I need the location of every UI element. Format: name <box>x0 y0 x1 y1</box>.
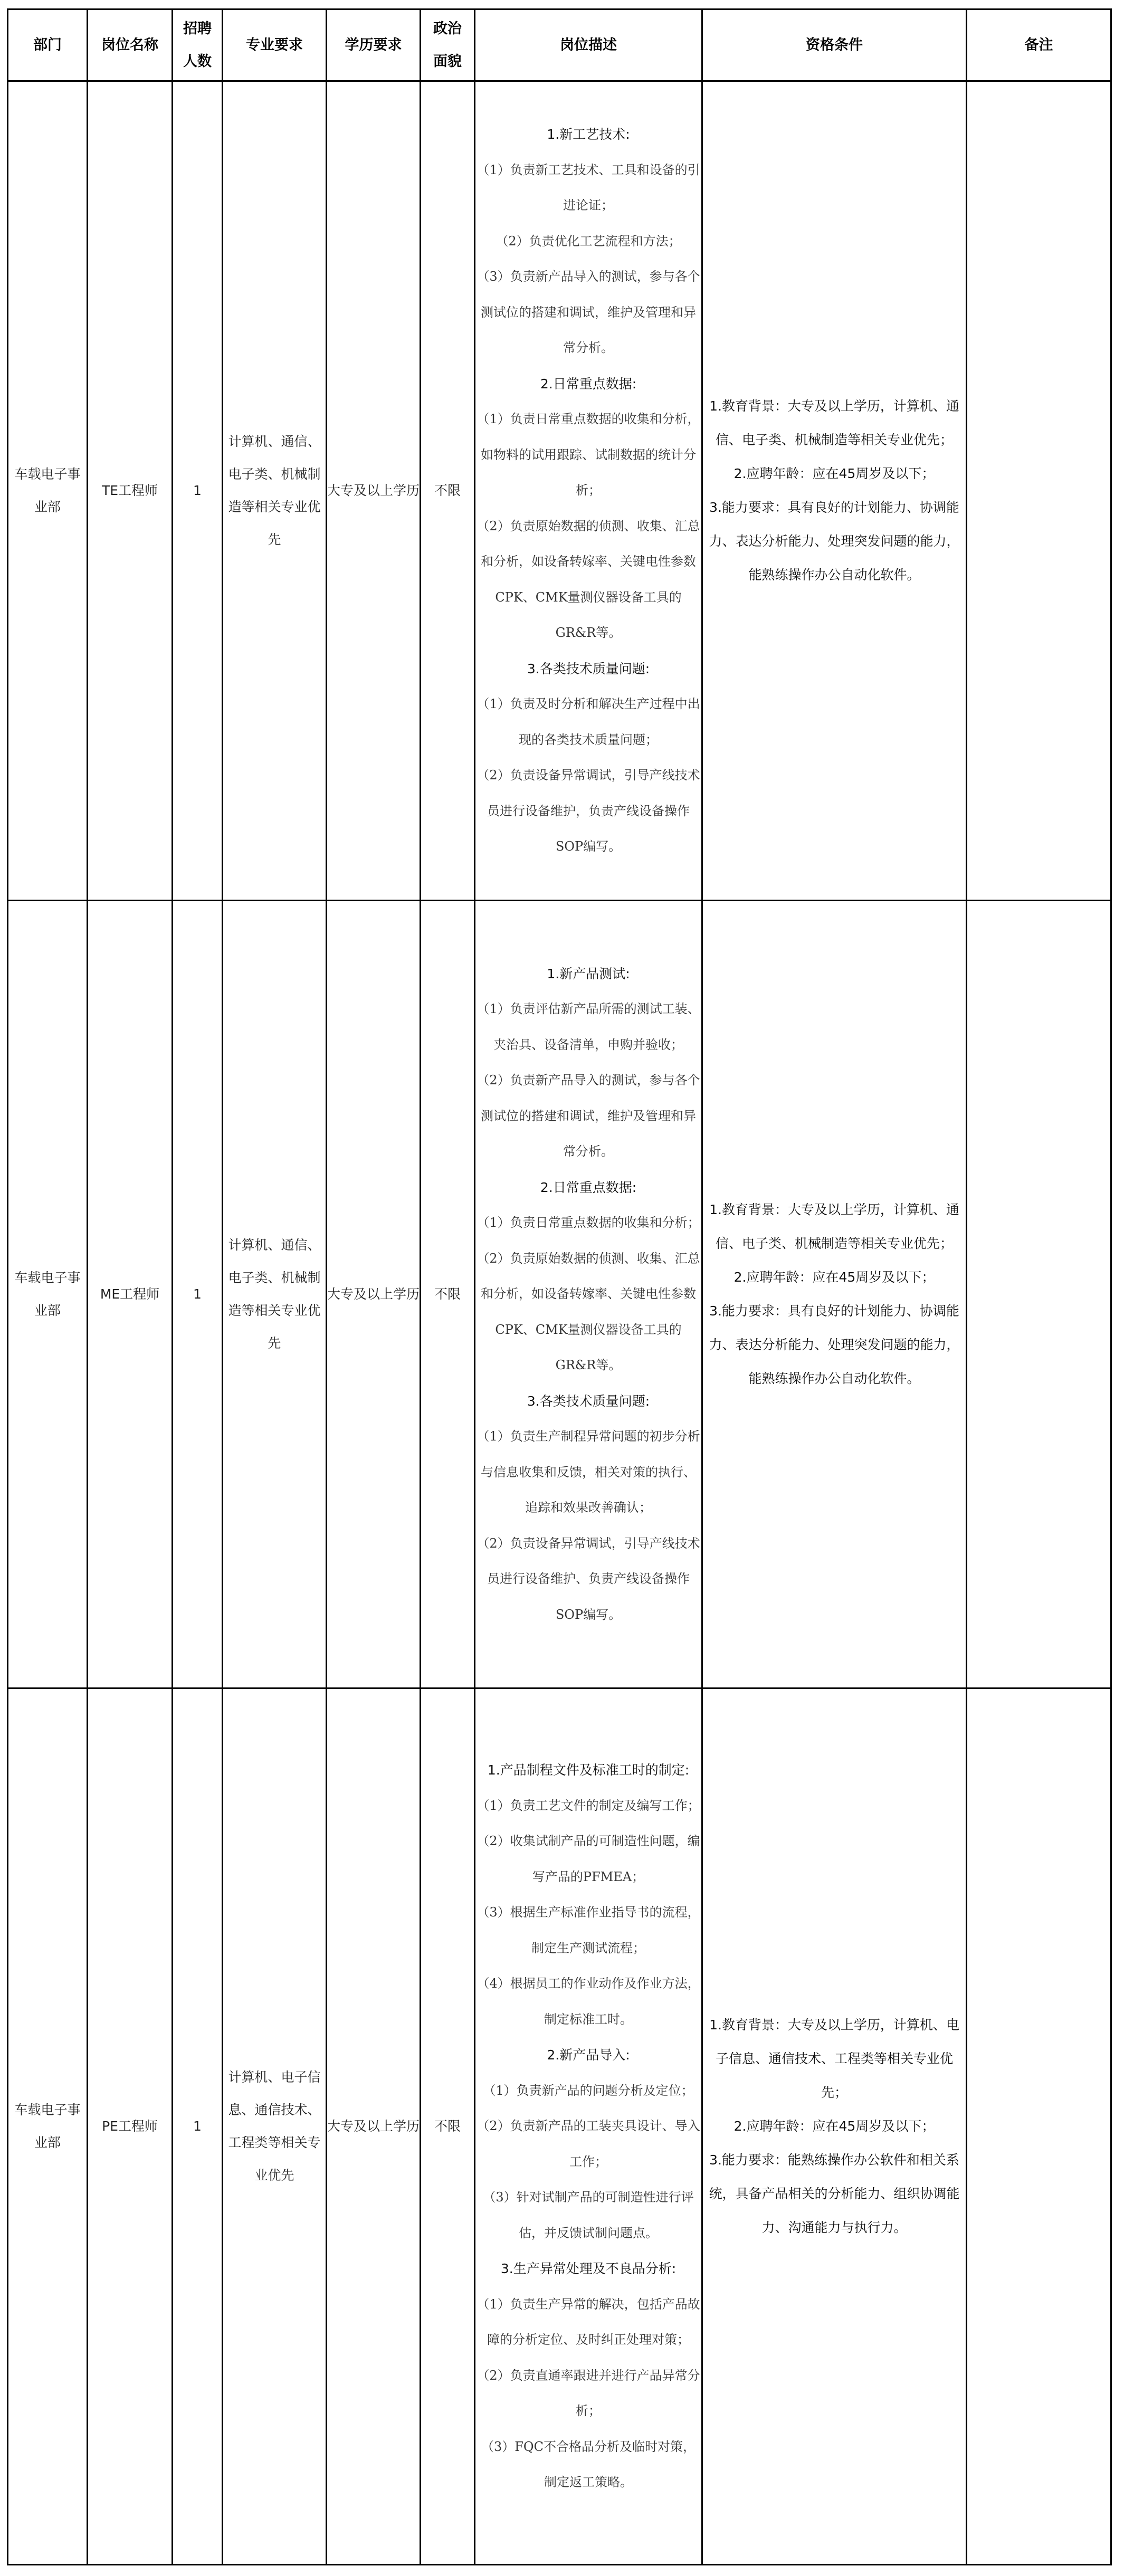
desc-item: （1）负责评估新产品所需的测试工装、夹治具、设备清单，申购并验收； <box>477 1001 700 1052</box>
table-row <box>8 1688 1111 2565</box>
desc-item: （4）根据员工的作业动作及作业方法，制定标准工时。 <box>477 1976 700 2027</box>
desc-item: （2）负责设备异常调试，引导产线技术员进行设备维护、负责产线设备操作SOP编写。 <box>477 1535 700 1622</box>
header-position: 岗位名称 <box>88 9 173 81</box>
cell-qualifications <box>702 901 967 1688</box>
qualification-item: 1.教育背景：大专及以上学历，计算机、通信、电子类、机械制造等相关专业优先； <box>709 398 959 447</box>
cell-politics: 不限 <box>421 81 475 901</box>
cell-politics: 不限 <box>421 1688 475 2565</box>
cell-position: TE工程师 <box>88 81 173 901</box>
desc-section-title: 3.生产异常处理及不良品分析: <box>500 2261 677 2277</box>
cell-position: ME工程师 <box>88 901 173 1688</box>
desc-item: （2）收集试制产品的可制造性问题，编写产品的PFMEA； <box>477 1834 700 1884</box>
header-politics-line1: 政治 <box>433 20 462 37</box>
table-row <box>8 901 1111 1688</box>
cell-count: 1 <box>173 1688 223 2565</box>
desc-section-title: 1.新产品测试: <box>547 966 630 981</box>
qualification-item: 3.能力要求：具有良好的计划能力、协调能力、表达分析能力、处理突发问题的能力，能熟练操作办公自动化软件。 <box>709 500 960 583</box>
desc-item: （1）负责日常重点数据的收集和分析； <box>477 1215 700 1230</box>
qualification-item: 1.教育背景：大专及以上学历，计算机、电子信息、通信技术、工程类等相关专业优先； <box>709 2017 959 2100</box>
desc-item: （1）负责生产制程异常问题的初步分析与信息收集和反馈，相关对策的执行、追踪和效果改善确认； <box>477 1429 700 1515</box>
header-politics-line2: 面貌 <box>433 53 462 70</box>
cell-department: 车载电子事业部 <box>8 901 88 1688</box>
header-politics <box>421 9 475 81</box>
cell-count: 1 <box>173 901 223 1688</box>
header-education: 学历要求 <box>327 9 421 81</box>
desc-item: （2）负责设备异常调试，引导产线技术员进行设备维护，负责产线设备操作SOP编写。 <box>477 768 700 854</box>
header-count-line2: 人数 <box>183 53 212 70</box>
desc-item: （1）负责及时分析和解决生产过程中出现的各类技术质量问题； <box>477 697 700 747</box>
qualification-item: 2.应聘年龄：应在45周岁及以下； <box>734 1270 935 1285</box>
cell-qualifications <box>702 1688 967 2565</box>
qualification-item: 2.应聘年龄：应在45周岁及以下； <box>734 2119 935 2134</box>
header-qualifications: 资格条件 <box>702 9 967 81</box>
desc-section-title: 2.新产品导入: <box>547 2047 630 2063</box>
header-row <box>8 9 1111 81</box>
cell-description <box>475 1688 702 2565</box>
desc-item: （3）负责新产品导入的测试，参与各个测试位的搭建和调试，维护及管理和异常分析。 <box>477 269 700 356</box>
desc-item: （2）负责优化工艺流程和方法； <box>496 233 681 249</box>
desc-item: （1）负责工艺文件的制定及编写工作； <box>477 1798 700 1813</box>
header-count-line1: 招聘 <box>183 20 212 37</box>
table-row <box>8 81 1111 901</box>
cell-major: 计算机、电子信息、通信技术、工程类等相关专业优先 <box>223 1688 327 2565</box>
header-major: 专业要求 <box>223 9 327 81</box>
header-department: 部门 <box>8 9 88 81</box>
qualification-item: 3.能力要求：具有良好的计划能力、协调能力、表达分析能力、处理突发问题的能力，能熟练操作办公自动化软件。 <box>709 1303 960 1386</box>
desc-item: （2）负责直通率跟进并进行产品异常分析； <box>477 2368 700 2419</box>
header-remarks: 备注 <box>967 9 1111 81</box>
cell-remarks <box>967 901 1111 1688</box>
recruitment-table <box>7 8 1112 2565</box>
cell-major: 计算机、通信、电子类、机械制造等相关专业优先 <box>223 901 327 1688</box>
desc-item: （1）负责生产异常的解决，包括产品故障的分析定位、及时纠正处理对策； <box>477 2296 700 2348</box>
qualification-item: 2.应聘年龄：应在45周岁及以下； <box>734 466 935 481</box>
desc-section-title: 1.产品制程文件及标准工时的制定: <box>487 1762 690 1778</box>
qualification-item: 1.教育背景：大专及以上学历，计算机、通信、电子类、机械制造等相关专业优先； <box>709 1202 959 1251</box>
header-description: 岗位描述 <box>475 9 702 81</box>
desc-section-title: 3.各类技术质量问题: <box>527 661 650 676</box>
desc-item: （1）负责新工艺技术、工具和设备的引进论证； <box>477 162 700 213</box>
cell-education: 大专及以上学历 <box>327 1688 421 2565</box>
desc-section-title: 1.新工艺技术: <box>547 127 630 142</box>
cell-position: PE工程师 <box>88 1688 173 2565</box>
desc-section-title: 2.日常重点数据: <box>540 376 637 392</box>
cell-description <box>475 81 702 901</box>
cell-description <box>475 901 702 1688</box>
cell-politics: 不限 <box>421 901 475 1688</box>
desc-item: （3）根据生产标准作业指导书的流程，制定生产测试流程； <box>477 1905 700 1955</box>
cell-remarks <box>967 1688 1111 2565</box>
desc-item: （2）负责新产品的工装夹具设计、导入工作； <box>477 2119 700 2169</box>
desc-item: （3）针对试制产品的可制造性进行评估，并反馈试制问题点。 <box>483 2190 694 2240</box>
cell-major: 计算机、通信、电子类、机械制造等相关专业优先 <box>223 81 327 901</box>
desc-item: （3）FQC不合格品分析及临时对策，制定返工策略。 <box>481 2439 696 2490</box>
cell-remarks <box>967 81 1111 901</box>
cell-qualifications <box>702 81 967 901</box>
cell-department: 车载电子事业部 <box>8 1688 88 2565</box>
cell-education: 大专及以上学历 <box>327 901 421 1688</box>
desc-item: （2）负责新产品导入的测试，参与各个测试位的搭建和调试，维护及管理和异常分析。 <box>477 1073 700 1159</box>
cell-department: 车载电子事业部 <box>8 81 88 901</box>
desc-item: （2）负责原始数据的侦测、收集、汇总和分析，如设备转嫁率、关键电性参数CPK、CMK量测仪器设备工具的GR&R等。 <box>477 1251 700 1373</box>
desc-section-title: 2.日常重点数据: <box>540 1179 637 1195</box>
qualification-item: 3.能力要求：能熟练操作办公软件和相关系统，具备产品相关的分析能力、组织协调能力、沟通能力与执行力。 <box>709 2152 960 2235</box>
cell-education: 大专及以上学历 <box>327 81 421 901</box>
desc-item: （1）负责日常重点数据的收集和分析，如物料的试用跟踪、试制数据的统计分析； <box>477 412 700 498</box>
desc-section-title: 3.各类技术质量问题: <box>527 1393 650 1409</box>
desc-item: （2）负责原始数据的侦测、收集、汇总和分析，如设备转嫁率、关键电性参数CPK、CMK量测仪器设备工具的GR&R等。 <box>477 518 700 641</box>
desc-item: （1）负责新产品的问题分析及定位； <box>483 2083 694 2098</box>
header-count <box>173 9 223 81</box>
cell-count: 1 <box>173 81 223 901</box>
